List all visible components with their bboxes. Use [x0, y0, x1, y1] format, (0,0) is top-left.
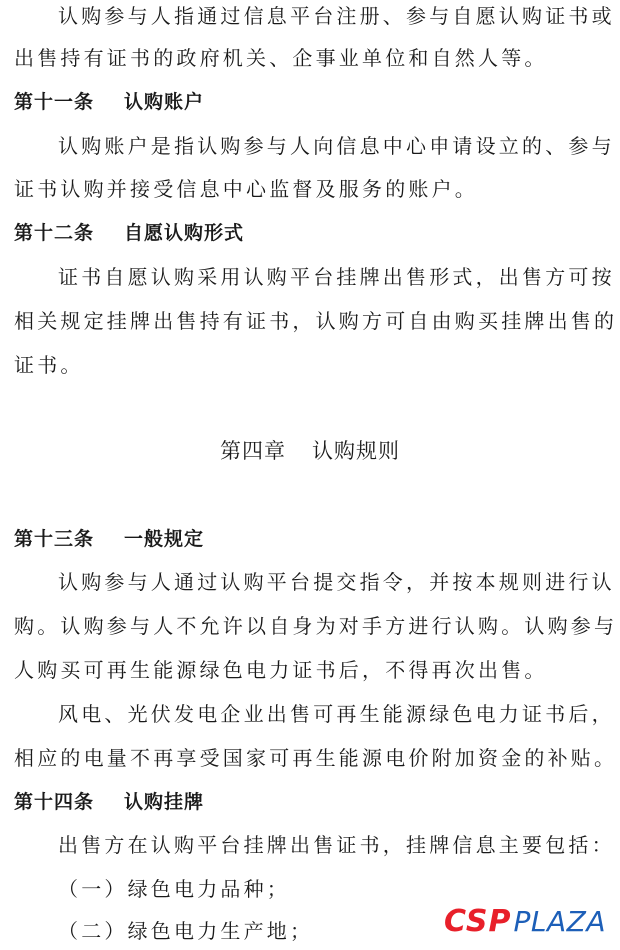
paragraph-line: 认购参与人指通过信息平台注册、参与自愿认购证书或 — [58, 4, 615, 28]
list-item: （二）绿色电力生产地； — [58, 919, 314, 943]
list-item: （一）绿色电力品种； — [58, 877, 290, 901]
chapter-number: 第四章 — [220, 439, 286, 463]
paragraph-line: 认购参与人通过认购平台提交指令，并按本规则进行认 — [58, 570, 615, 594]
paragraph-line: 风电、光伏发电企业出售可再生能源绿色电力证书后， — [58, 702, 615, 726]
chapter-title: 认购规则 — [312, 439, 400, 463]
cspplaza-logo — [444, 904, 606, 938]
article-title: 自愿认购形式 — [124, 222, 245, 244]
logo-part-csp: CSP — [443, 903, 512, 939]
article-heading-11 — [14, 88, 608, 116]
article-title: 一般规定 — [124, 528, 205, 550]
paragraph-line: 证书自愿认购采用认购平台挂牌出售形式，出售方可按 — [58, 265, 615, 289]
paragraph-line: 相应的电量不再享受国家可再生能源电价附加资金的补贴。 — [14, 746, 618, 770]
paragraph-line: 人购买可再生能源绿色电力证书后，不得再次出售。 — [14, 658, 548, 682]
article-number: 第十三条 — [14, 528, 95, 550]
article-heading-14 — [14, 788, 608, 816]
paragraph-line: 购。认购参与人不允许以自身为对手方进行认购。认购参与 — [14, 614, 618, 638]
article-heading-13 — [14, 525, 608, 553]
article-number: 第十四条 — [14, 791, 95, 813]
logo-part-plaza: PLAZA — [513, 904, 606, 938]
paragraph-line: 认购账户是指认购参与人向信息中心申请设立的、参与 — [58, 134, 615, 158]
paragraph-line: 相关规定挂牌出售持有证书，认购方可自由购买挂牌出售的 — [14, 309, 618, 333]
article-number: 第十一条 — [14, 91, 95, 113]
paragraph-line: 证书。 — [14, 353, 84, 377]
article-title: 认购账户 — [124, 91, 205, 113]
article-title: 认购挂牌 — [124, 791, 205, 813]
article-number: 第十二条 — [14, 222, 95, 244]
paragraph-line: 出售持有证书的政府机关、企事业单位和自然人等。 — [14, 46, 548, 70]
paragraph-line: 证书认购并接受信息中心监督及服务的账户。 — [14, 177, 478, 201]
chapter-heading — [0, 436, 620, 466]
paragraph-line: 出售方在认购平台挂牌出售证书，挂牌信息主要包括： — [58, 833, 615, 857]
article-heading-12 — [14, 219, 608, 247]
